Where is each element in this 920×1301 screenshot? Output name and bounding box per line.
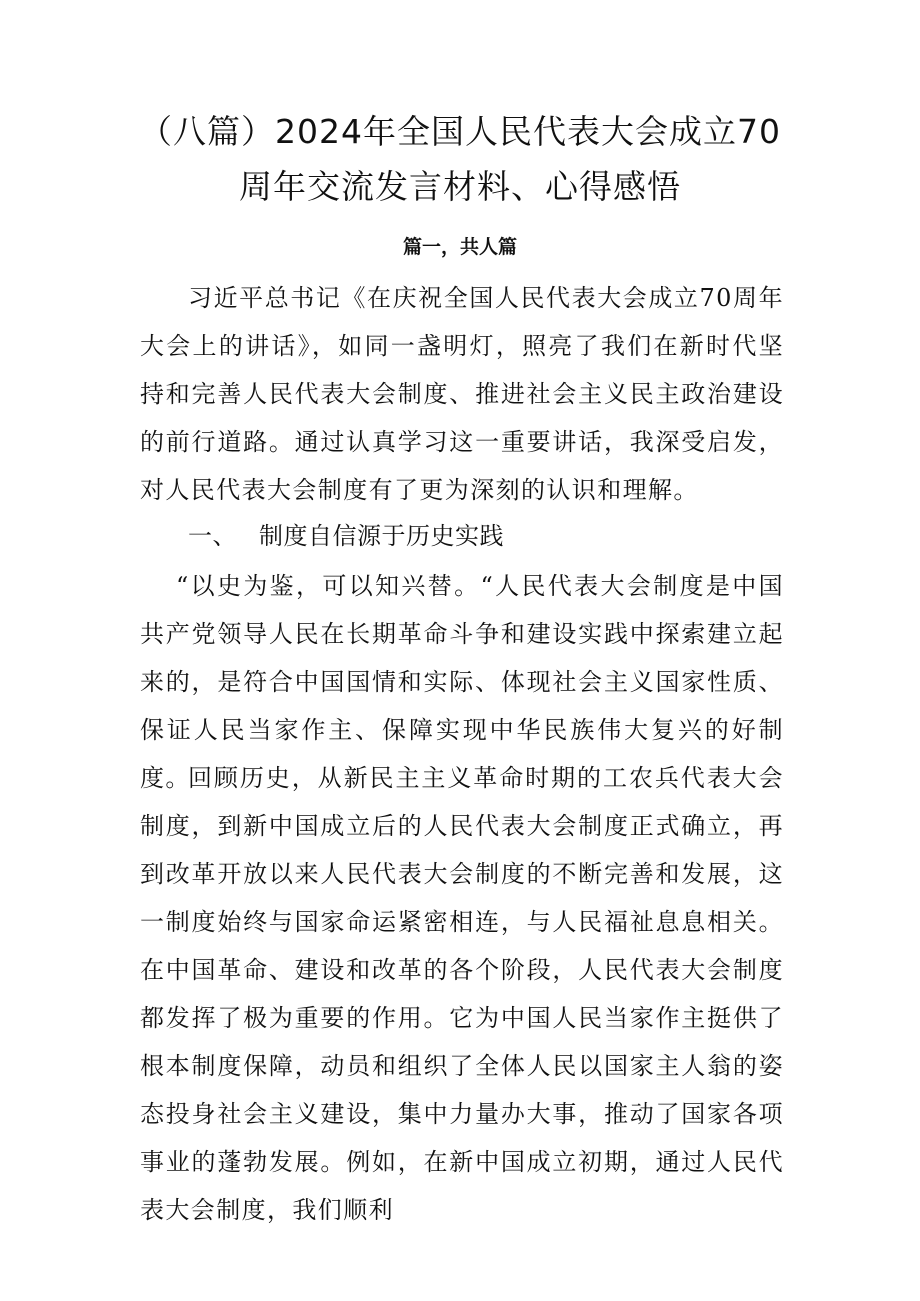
section-heading-number: 一、 <box>188 522 237 550</box>
title-line-1: （八篇）2024年全国人民代表大会成立70 <box>139 112 781 151</box>
document-title <box>120 104 800 214</box>
paragraph-intro: 习近平总书记《在庆祝全国人民代表大会成立70周年大会上的讲话》，如同一盏明灯，照亮了我们在新时代坚持和完善人民代表大会制度、推进社会主义民主政治建设的前行道路。通过认真学习这一重要讲话，我深受启发，对人民代表大会制度有了更为深刻的认识和理解。 <box>140 284 784 504</box>
section-heading-text: 制度自信源于历史实践 <box>259 522 504 550</box>
title-line-2: 周年交流发言材料、心得感悟 <box>239 167 681 206</box>
paragraph-history: 回顾历史，从新民主主义革命时期的工农兵代表大会制度，到新中国成立后的人民代表大会制度正式确立，再到改革开放以来人民代表大会制度的不断完善和发展，这一制度始终与国家命运紧密相连，与人民福祉息息相关。在中国革命、建设和改革的各个阶段，人民代表大会制度都发挥了极为重要的作用。它为中国人民当家作主挺供了根本制度保障，动员和组织了全体人民以国家主人翁的姿态投身社会主义建设，集中力量办大事，推动了国家各项事业的蓬勃发展。例如，在新中国成立初期，通过人民代表大会制度，我们顺利 <box>140 764 784 1224</box>
section-heading-1 <box>188 516 504 556</box>
section-label: 篇一，共人篇 <box>402 236 517 258</box>
paragraph-quote: “以史为鉴，可以知兴替。“人民代表大会制度是中国共产党领导人民在长期革命斗争和建设实践中探索建立起来的，是符合中国国情和实际、体现社会主义国家性质、保证人民当家作主、保障实现中华民族伟大复兴的好制度。 <box>140 572 784 792</box>
